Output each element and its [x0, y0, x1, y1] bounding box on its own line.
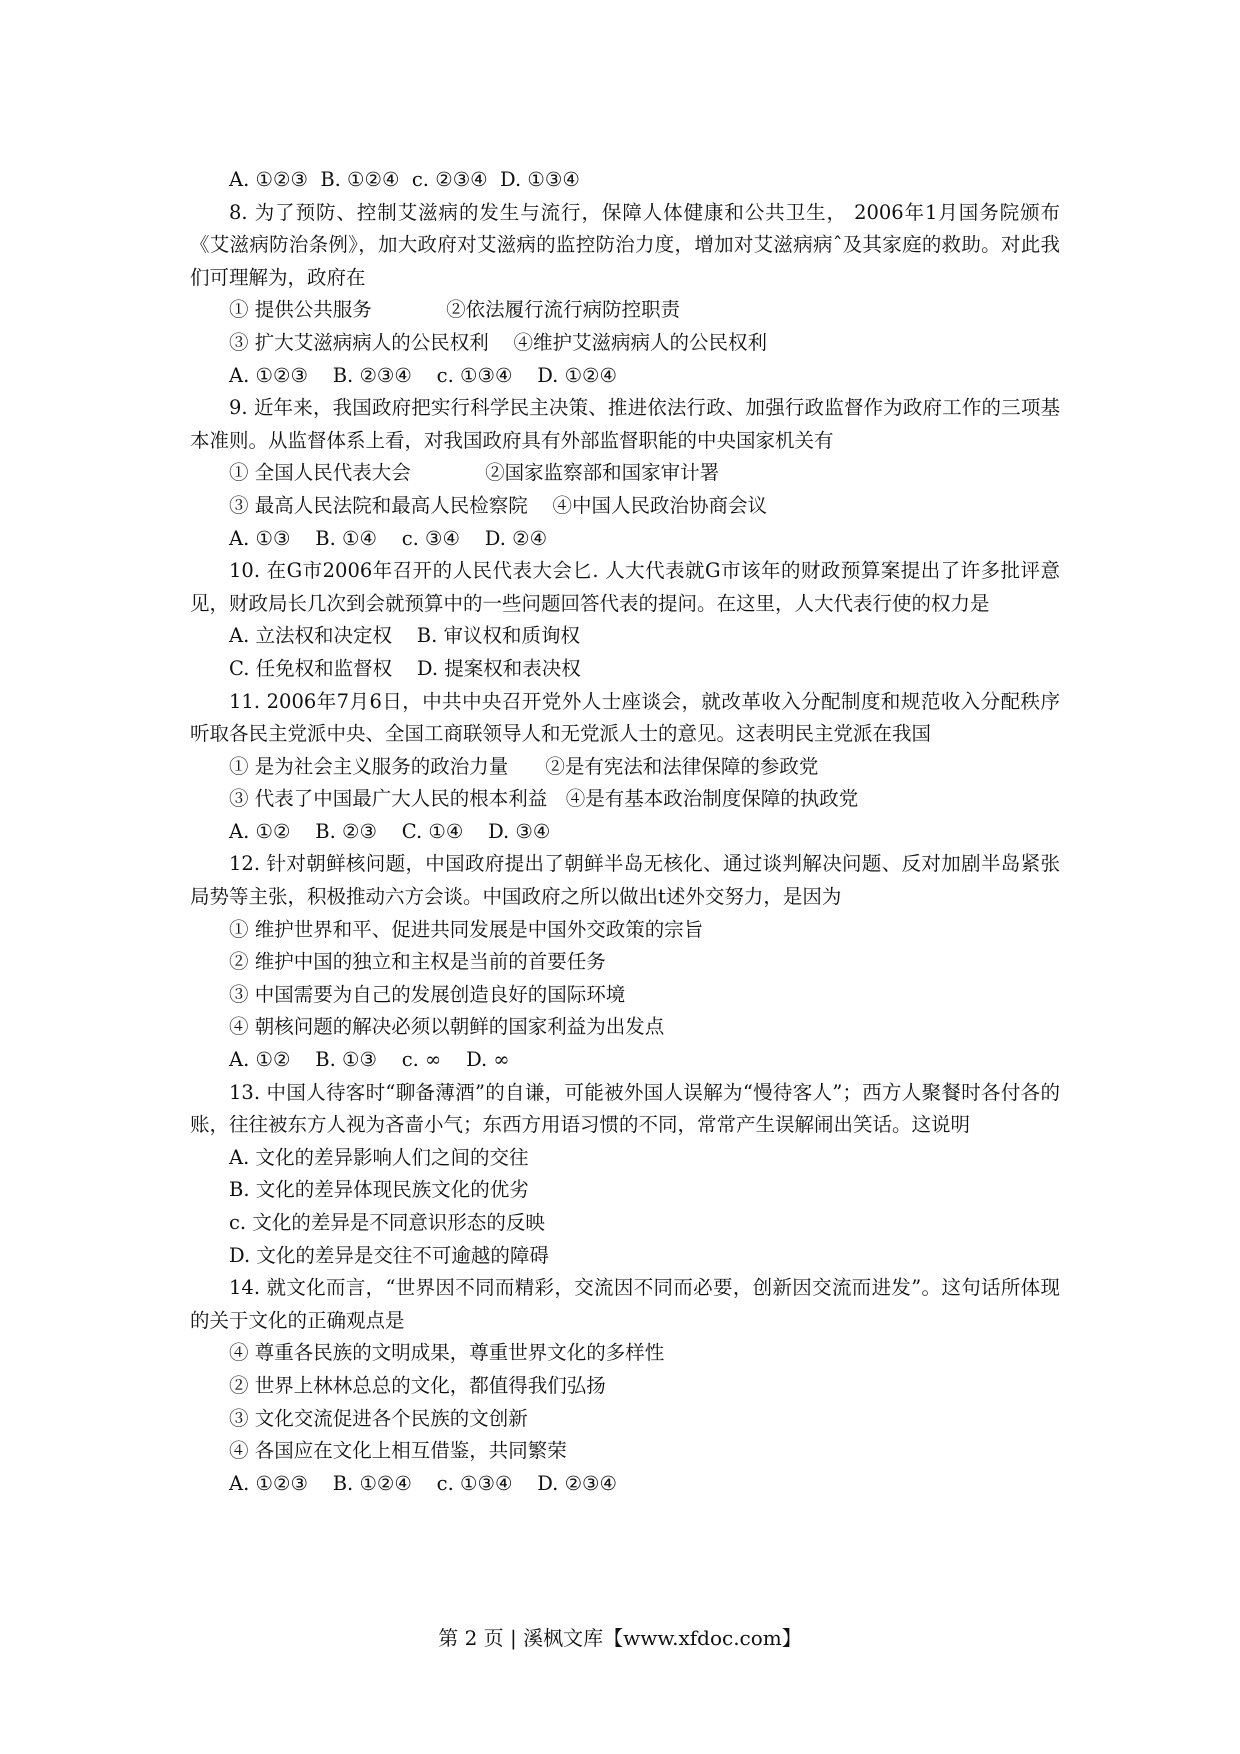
question-paragraph: 13. 中国人待客时“聊备薄酒”的自谦，可能被外国人误解为“慢待客人”；西方人聚餐时各付各的账，往往被东方人视为吝啬小气；东西方用语习惯的不同，常常产生误解闹出笑话。这说明	[190, 1080, 1060, 1137]
option-line: A. ①② B. ②③ C. ①④ D. ③④	[229, 819, 551, 843]
option-line: C. 任免权和监督权 D. 提案权和表决权	[229, 656, 581, 680]
question-paragraph: 12. 针对朝鲜核问题，中国政府提出了朝鲜半岛无核化、通过谈判解决问题、反对加剧半岛紧张局势等主张，积极推动六方会谈。中国政府之所以做出t述外交努力，是因为	[190, 852, 1060, 909]
option-line: A. ①②③ B. ①②④ c. ②③④ D. ①③④	[229, 168, 580, 191]
option-line: A. ①②③ B. ②③④ c. ①③④ D. ①②④	[229, 363, 618, 387]
option-line: A. 立法权和决定权 B. 审议权和质询权	[229, 624, 581, 648]
option-line: ① 全国人民代表大会 ②国家监察部和国家审计署	[229, 461, 720, 485]
option-line: ① 维护世界和平、促进共同发展是中国外交政策的宗旨	[229, 917, 704, 941]
question-paragraph: 11. 2006年7月6日，中共中央召开党外人士座谈会，就改革收入分配制度和规范收入分配秩序听取各民主党派中央、全国工商联领导人和无党派人士的意见。这表明民主党派在我国	[190, 689, 1060, 746]
option-line: A. 文化的差异影响人们之间的交往	[229, 1145, 529, 1169]
option-line: ③ 中国需要为自己的发展创造良好的国际环境	[229, 982, 626, 1006]
option-line: A. ①② B. ①③ c. ∞ D. ∞	[229, 1048, 510, 1072]
document-body	[190, 164, 1060, 1500]
option-line: ③ 文化交流促进各个民族的文创新	[229, 1406, 528, 1430]
page-footer: 第 2 页 | 溪枫文库【www.xfdoc.com】	[438, 1626, 802, 1650]
option-line: ④ 尊重各民族的文明成果，尊重世界文化的多样性	[229, 1341, 665, 1365]
option-line: ③ 扩大艾滋病病人的公民权利 ④维护艾滋病病人的公民权利	[229, 330, 767, 354]
option-line: ① 是为社会主义服务的政治力量 ②是有宪法和法律保障的参政党	[229, 754, 819, 778]
option-line: ① 提供公共服务 ②依法履行流行病防控职责	[229, 298, 681, 322]
question-paragraph: 10. 在G市2006年召开的人民代表大会匕. 人大代表就G市该年的财政预算案提出了许多批评意见，财政局长几次到会就预算中的一些问题回答代表的提问。在这里，人大代表行使的权力是	[190, 559, 1060, 615]
question-paragraph: 9. 近年来，我国政府把实行科学民主决策、推进依法行政、加强行政监督作为政府工作的三项基本准则。从监督体系上看，对我国政府具有外部监督职能的中央国家机关有	[190, 396, 1060, 452]
option-line: c. 文化的差异是不同意识形态的反映	[229, 1211, 545, 1234]
question-paragraph: 8. 为了预防、控制艾滋病的发生与流行，保障人体健康和公共卫生， 2006年1月国务院颁布《艾滋病防治条例》，加大政府对艾滋病的监控防治力度，增加对艾滋病病ˆ及其家庭的救助。对此我们可理解为，政府在	[190, 200, 1060, 289]
question-paragraph: 14. 就文化而言，“世界因不同而精彩，交流因不同而必要，创新因交流而进发”。这句话所体现的关于文化的正确观点是	[190, 1276, 1060, 1332]
option-line: ④ 朝核问题的解决必须以朝鲜的国家利益为出发点	[229, 1015, 665, 1039]
option-line: A. ①③ B. ①④ c. ③④ D. ②④	[229, 526, 548, 550]
option-line: ④ 各国应在文化上相互借鉴，共同繁荣	[229, 1439, 567, 1463]
option-line: ③ 最高人民法院和最高人民检察院 ④中国人民政治协商会议	[229, 493, 767, 517]
option-line: ② 维护中国的独立和主权是当前的首要任务	[229, 950, 606, 974]
option-line: D. 文化的差异是交往不可逾越的障碍	[229, 1243, 549, 1267]
option-line: ② 世界上林林总总的文化，都值得我们弘扬	[229, 1373, 606, 1397]
option-line: A. ①②③ B. ①②④ c. ①③④ D. ②③④	[229, 1471, 618, 1495]
option-line: B. 文化的差异体现民族文化的优劣	[229, 1178, 529, 1202]
option-line: ③ 代表了中国最广大人民的根本利益 ④是有基本政治制度保障的执政党	[229, 787, 859, 811]
